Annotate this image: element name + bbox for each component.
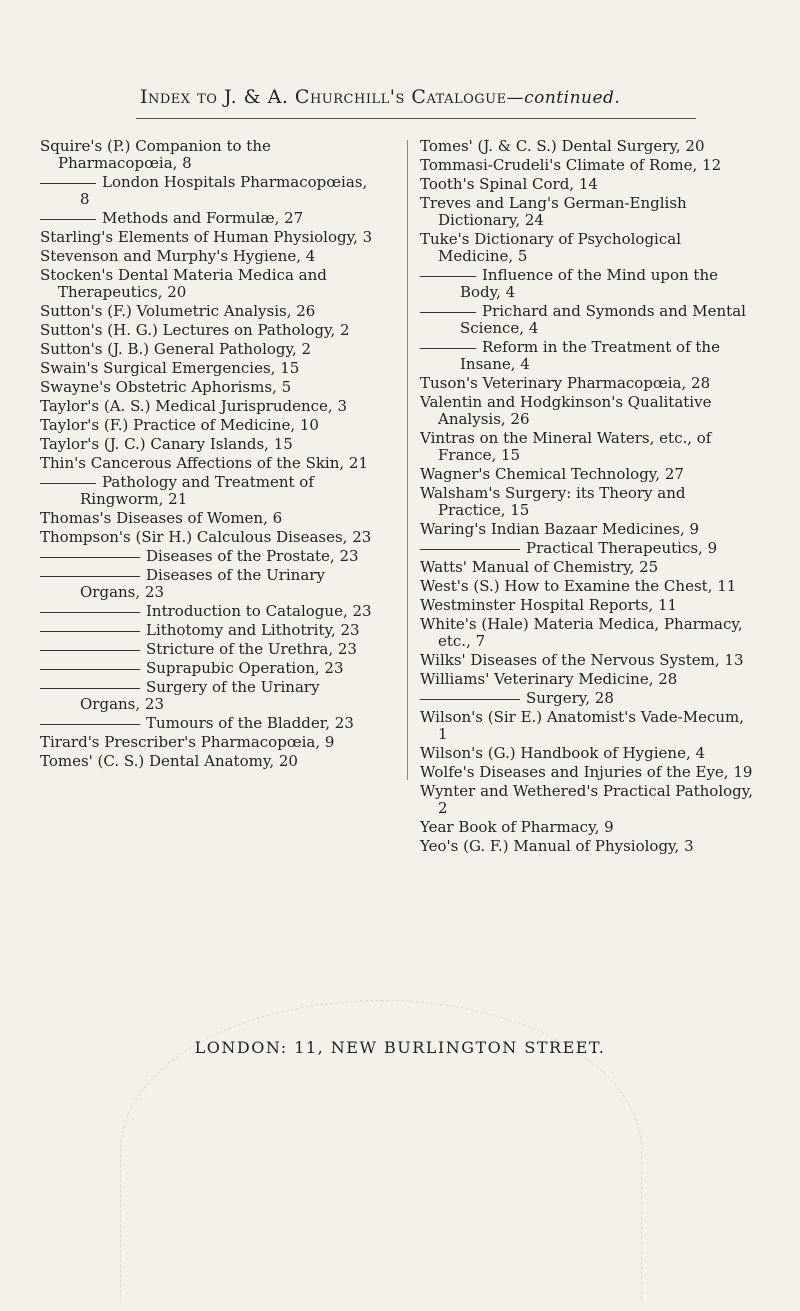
ditto-dash	[40, 669, 140, 670]
index-entry	[40, 248, 375, 265]
entry-text: Vintras on the Mineral Waters, etc., of France, 15	[420, 429, 712, 464]
entry-text: Thompson's (Sir H.) Calculous Diseases, 23	[40, 528, 372, 546]
entry-text: Wolfe's Diseases and Injuries of the Eye, 19	[420, 763, 753, 781]
index-entry	[40, 753, 375, 770]
ditto-dash	[40, 183, 96, 184]
entry-text: Wagner's Chemical Technology, 27	[420, 465, 684, 483]
ditto-dash	[420, 549, 520, 550]
ditto-dash	[420, 348, 476, 349]
index-entry	[420, 138, 755, 155]
entry-text: Tuson's Veterinary Pharmacopœia, 28	[420, 374, 711, 392]
index-entry	[40, 715, 375, 732]
index-entry	[420, 430, 755, 464]
entry-text: Surgery, 28	[526, 689, 614, 707]
entry-text: Yeo's (G. F.) Manual of Physiology, 3	[420, 837, 694, 855]
entry-text: London Hospitals Pharmacopœias, 8	[80, 173, 368, 208]
index-entry	[420, 671, 755, 688]
index-entry	[40, 660, 375, 677]
ditto-dash	[420, 312, 476, 313]
index-entry	[40, 303, 375, 320]
ditto-dash	[40, 219, 96, 220]
ditto-dash	[420, 699, 520, 700]
entry-text: Squire's (P.) Companion to the Pharmacopœia, 8	[40, 137, 271, 172]
index-entry	[40, 548, 375, 565]
index-entry	[40, 529, 375, 546]
entry-text: Wilks' Diseases of the Nervous System, 13	[420, 651, 744, 669]
index-entry	[420, 559, 755, 576]
ditto-dash	[40, 650, 140, 651]
entry-text: Stocken's Dental Materia Medica and Therapeutics, 20	[40, 266, 327, 301]
index-entry	[40, 174, 375, 208]
entry-text: Stricture of the Urethra, 23	[146, 640, 357, 658]
index-entry	[420, 231, 755, 265]
ditto-dash	[420, 276, 476, 277]
index-entry	[420, 783, 755, 817]
index-entry	[420, 466, 755, 483]
page-header	[140, 86, 620, 108]
index-entry	[40, 455, 375, 472]
entry-text: Taylor's (F.) Practice of Medicine, 10	[40, 416, 319, 434]
entry-text: Swayne's Obstetric Aphorisms, 5	[40, 378, 292, 396]
index-entry	[40, 322, 375, 339]
entry-text: Pathology and Treatment of Ringworm, 21	[80, 473, 314, 508]
index-entry	[420, 764, 755, 781]
entry-text: Walsham's Surgery: its Theory and Practice, 15	[420, 484, 686, 519]
index-entry	[420, 303, 755, 337]
index-entry	[420, 690, 755, 707]
entry-text: Taylor's (A. S.) Medical Jurisprudence, 3	[40, 397, 348, 415]
left-column	[40, 138, 375, 772]
index-entry	[420, 157, 755, 174]
entry-text: Year Book of Pharmacy, 9	[420, 818, 614, 836]
entry-text: Sutton's (J. B.) General Pathology, 2	[40, 340, 312, 358]
index-entry	[40, 138, 375, 172]
index-entry	[420, 838, 755, 855]
index-entry	[420, 540, 755, 557]
index-entry	[40, 210, 375, 227]
entry-text: Influence of the Mind upon the Body, 4	[460, 266, 718, 301]
entry-text: Wilson's (Sir E.) Anatomist's Vade-Mecum, 1	[420, 708, 744, 743]
index-entry	[40, 436, 375, 453]
entry-text: Tommasi-Crudeli's Climate of Rome, 12	[420, 156, 722, 174]
entry-text: West's (S.) How to Examine the Chest, 11	[420, 577, 737, 595]
entry-text: Williams' Veterinary Medicine, 28	[420, 670, 678, 688]
index-entry	[40, 510, 375, 527]
entry-text: Methods and Formulæ, 27	[102, 209, 304, 227]
index-entry	[40, 267, 375, 301]
ditto-dash	[40, 688, 140, 689]
ditto-dash	[40, 576, 140, 577]
header-rule	[136, 118, 696, 119]
index-entry	[40, 398, 375, 415]
index-entry	[420, 339, 755, 373]
index-entry	[40, 679, 375, 713]
index-entry	[420, 597, 755, 614]
index-entry	[420, 578, 755, 595]
entry-text: Tomes' (J. & C. S.) Dental Surgery, 20	[420, 137, 705, 155]
entry-text: Suprapubic Operation, 23	[146, 659, 344, 677]
index-entry	[40, 603, 375, 620]
entry-text: Thin's Cancerous Affections of the Skin, 21	[40, 454, 369, 472]
entry-text: Waring's Indian Bazaar Medicines, 9	[420, 520, 700, 538]
index-entry	[40, 417, 375, 434]
entry-text: Wynter and Wethered's Practical Pathology, 2	[420, 782, 754, 817]
ditto-dash	[40, 483, 96, 484]
entry-text: Treves and Lang's German-English Dictionary, 24	[420, 194, 687, 229]
entry-text: Diseases of the Prostate, 23	[146, 547, 359, 565]
entry-text: Tooth's Spinal Cord, 14	[420, 175, 598, 193]
index-entry	[420, 616, 755, 650]
index-entry	[420, 652, 755, 669]
index-entry	[40, 341, 375, 358]
entry-text: Stevenson and Murphy's Hygiene, 4	[40, 247, 316, 265]
entry-text: Tuke's Dictionary of Psychological Medicine, 5	[420, 230, 681, 265]
ditto-dash	[40, 612, 140, 613]
entry-text: Valentin and Hodgkinson's Qualitative Analysis, 26	[420, 393, 712, 428]
entry-text: Tirard's Prescriber's Pharmacopœia, 9	[40, 733, 335, 751]
entry-text: Taylor's (J. C.) Canary Islands, 15	[40, 435, 293, 453]
entry-text: Introduction to Catalogue, 23	[146, 602, 372, 620]
right-column	[420, 138, 755, 857]
entry-text: Reform in the Treatment of the Insane, 4	[460, 338, 720, 373]
ditto-dash	[40, 724, 140, 725]
index-entry	[420, 394, 755, 428]
index-entry	[40, 641, 375, 658]
index-entry	[420, 176, 755, 193]
entry-text: Sutton's (H. G.) Lectures on Pathology, 2	[40, 321, 350, 339]
entry-text: White's (Hale) Materia Medica, Pharmacy, etc., 7	[420, 615, 743, 650]
entry-text: Starling's Elements of Human Physiology, 3	[40, 228, 373, 246]
header-continued: —continued.	[506, 88, 621, 108]
entry-text: Surgery of the Urinary Organs, 23	[80, 678, 320, 713]
index-entry	[420, 267, 755, 301]
entry-text: Westminster Hospital Reports, 11	[420, 596, 678, 614]
column-divider	[407, 140, 408, 780]
ditto-dash	[40, 557, 140, 558]
index-entry	[40, 474, 375, 508]
entry-text: Lithotomy and Lithotrity, 23	[146, 621, 360, 639]
entry-text: Tumours of the Bladder, 23	[146, 714, 354, 732]
index-entry	[420, 375, 755, 392]
index-entry	[420, 745, 755, 762]
index-entry	[420, 819, 755, 836]
header-title: Index to J. & A. Churchill's Catalogue	[140, 86, 507, 108]
index-entry	[40, 734, 375, 751]
entry-text: Tomes' (C. S.) Dental Anatomy, 20	[40, 752, 298, 770]
footer-imprint: LONDON: 11, NEW BURLINGTON STREET.	[194, 1038, 606, 1057]
index-entry	[420, 709, 755, 743]
index-entry	[40, 622, 375, 639]
index-entry	[40, 567, 375, 601]
entry-text: Prichard and Symonds and Mental Science, 4	[460, 302, 746, 337]
index-entry	[40, 379, 375, 396]
entry-text: Watts' Manual of Chemistry, 25	[420, 558, 659, 576]
index-entry	[40, 229, 375, 246]
entry-text: Swain's Surgical Emergencies, 15	[40, 359, 300, 377]
entry-text: Diseases of the Urinary Organs, 23	[80, 566, 325, 601]
entry-text: Sutton's (F.) Volumetric Analysis, 26	[40, 302, 316, 320]
entry-text: Practical Therapeutics, 9	[526, 539, 718, 557]
ditto-dash	[40, 631, 140, 632]
index-entry	[40, 360, 375, 377]
index-entry	[420, 485, 755, 519]
index-entry	[420, 521, 755, 538]
index-entry	[420, 195, 755, 229]
entry-text: Wilson's (G.) Handbook of Hygiene, 4	[420, 744, 706, 762]
entry-text: Thomas's Diseases of Women, 6	[40, 509, 283, 527]
